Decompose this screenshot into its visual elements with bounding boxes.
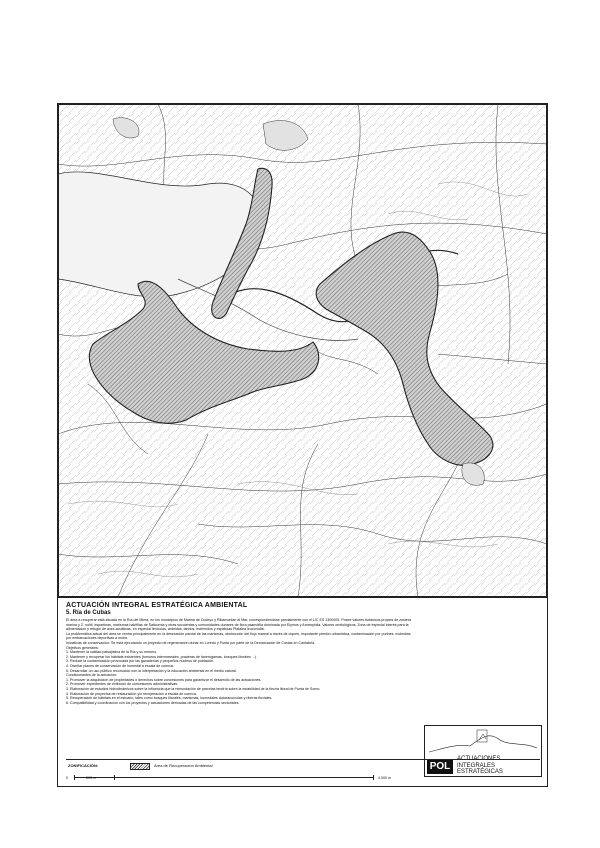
zoning-legend	[66, 759, 540, 772]
condition-item: 2. Promover expedientes de extinción de concesiones administrativas.	[66, 682, 179, 687]
condition-item: 4. Elaboración de proyectos de restauración y/o recuperación a escala de cuenca.	[66, 691, 197, 696]
description-paragraph: El área a recuperar está situada en la Ría del Miera, en los municipios de Marina de Cudeyo y Ribamontán al Mar, correspondiéndose parcialmente con el LIC ES 1300005. Posee valores botánicos propios de zostera marina y Z. noltii, espartinas, marismas halófilas de Salicornia y otras suculentas y comunidades dunares de flora psamófila dominada por Elymus y Ammophila. Valores ornitológicos: Zona de especial interés para la alimentación y refugio de aves acuáticas, en especial limícolas, ardeidas, láridos, estérnidos y espátulas Platalea leucorodia.	[66, 618, 411, 632]
condition-item: 6. Compatibilidad y coordinación con los proyectos y actuaciones derivadas de las competencias sectoriales.	[66, 700, 240, 705]
scale-line	[74, 777, 374, 778]
logo-word: ESTRATÉGICAS	[457, 769, 503, 775]
pol-acronym: POL	[427, 759, 453, 774]
scale-tick	[373, 775, 374, 780]
info-panel	[58, 597, 547, 788]
objectives-heading: Objetivos generales:	[66, 645, 99, 650]
landscape-sketch-icon	[425, 726, 541, 756]
objective-item: 5. Desarrollar un uso público reconocido con la interpretación y la educación ambiental en el medio natural.	[66, 668, 237, 673]
scale-tick	[114, 775, 115, 780]
document-subtitle: 5. Ría de Cubas	[66, 610, 111, 616]
zoning-label: ZONIFICACIÓN:	[68, 763, 99, 768]
scale-tick	[74, 775, 75, 780]
scale-bar	[66, 774, 540, 784]
initiatives-paragraph: Iniciativas de conservación: Se está ejecutando un proyecto de regeneración dunar en Loredo y Punta por parte de la Demarcación de Costas en Cantabria.	[66, 640, 316, 645]
scale-label: 0	[66, 776, 68, 780]
map-sheet	[57, 103, 548, 787]
topographic-map	[58, 104, 547, 597]
condition-item: 3. Elaboración de estudios hidrodinámicos sobre la influencia que la reinundación de parcelas tendría sobre la estabilidad de la flecha litoral de Punta de Somo.	[66, 686, 321, 691]
scale-label: 4.000 m	[378, 776, 391, 780]
map-canvas	[58, 104, 547, 597]
objective-item: 4. Diseñar planes de conservación de humedal a escala de cuenca.	[66, 663, 174, 668]
legend-item-label: Área de Recuperación Ambiental	[154, 763, 213, 768]
hatched-swatch-icon	[130, 763, 150, 770]
conditions-heading: Condicionantes de la actuación:	[66, 673, 117, 678]
logo-word: ACTUACIONES	[457, 756, 501, 762]
objective-item: 3. Reducir la contaminación provocada por las ganaderías y pequeños núcleos de población.	[66, 659, 215, 664]
condition-item: 5. Recuperación de hábitats en el estuario, tales como bosques litorales, marismas, humedales dulceacuícolas y riberas fluviales.	[66, 696, 273, 701]
description-body	[66, 618, 416, 705]
condition-item: 1. Promover la adquisición de propiedades o derechos sobre concesiones para garantizar el desarrollo de las actuaciones.	[66, 677, 262, 682]
objective-item: 2. Mantener y recuperar los hábitats existentes (tomurus intermareales, praderas de fanerógamas, bosques litorales ...).	[66, 654, 257, 659]
objective-item: 1. Mantener la calidad paisajística de la Ría y su entorno.	[66, 650, 158, 655]
scale-label: 500 m	[86, 776, 96, 780]
impacts-paragraph: La problemática actual del área se centra principalmente en la desecación parcial de las marismas, obstrucción del flujo mareal a través de ciques, importante presión urbanística, contaminación por purines, molestias por embarcaciones deportivas a motor.	[66, 631, 411, 641]
document-title: ACTUACIÓN INTEGRAL ESTRATÉGICA AMBIENTAL	[66, 602, 248, 609]
logo-word: INTEGRALES	[457, 762, 496, 769]
